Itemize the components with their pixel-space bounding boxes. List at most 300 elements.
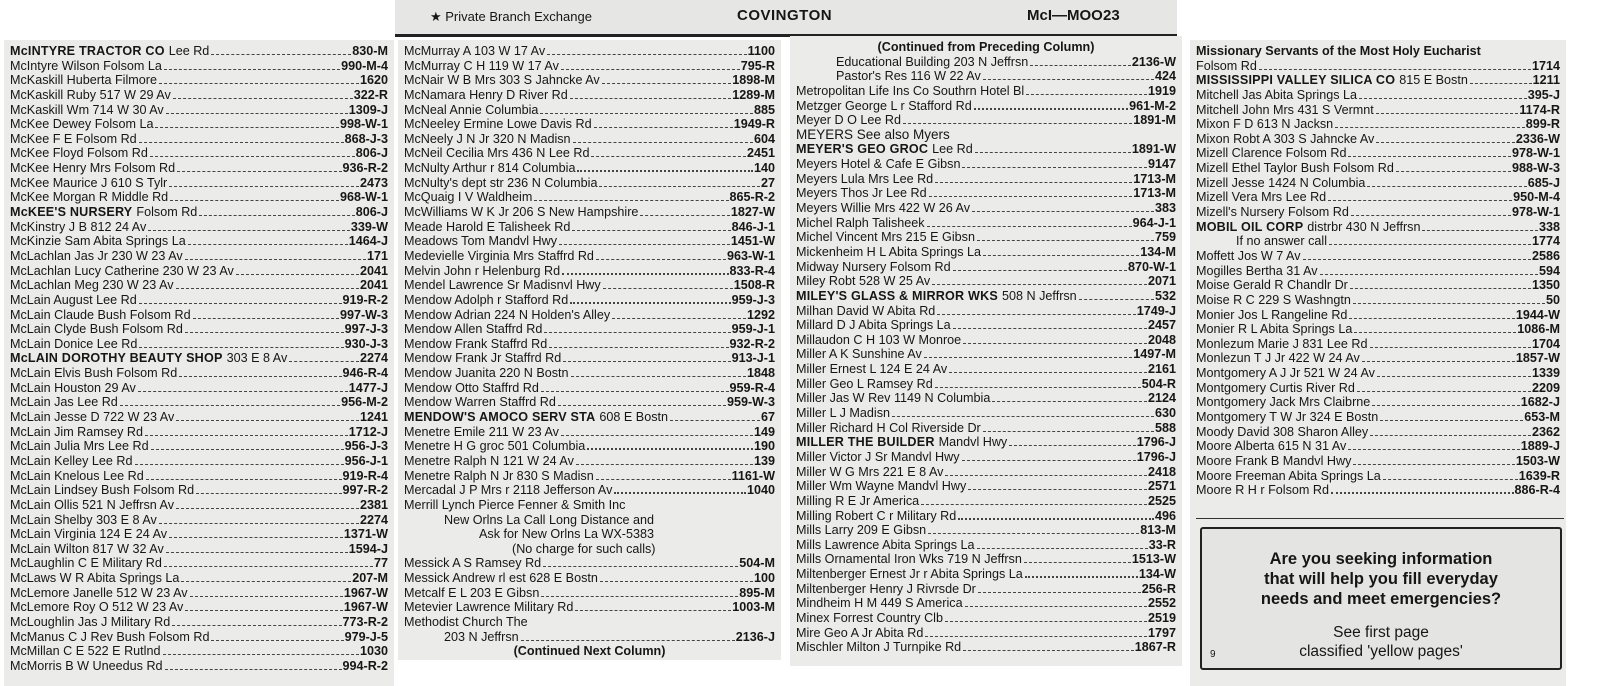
listing-text: Mendow Adolph r Stafford Rd [404, 292, 569, 307]
phone-number: 594 [1538, 263, 1560, 278]
listing-text: Medevielle Virginia Mrs Staffrd Rd [404, 248, 594, 263]
phone-number: 100 [753, 571, 775, 586]
listing-entry [1196, 146, 1560, 161]
phone-number: 773-R-2 [342, 614, 388, 629]
phone-number: 1513-W [1131, 552, 1176, 567]
listing-text: Mercadal J P Mrs r 2118 Jefferson Av [404, 483, 613, 498]
leader-line [1348, 156, 1510, 157]
listing-entry [10, 117, 388, 132]
listing-text: McNeal Annie Columbia [404, 102, 539, 117]
leader-line [892, 416, 1154, 417]
listing-entry [796, 84, 1176, 99]
listing-text: McKinstry J B 812 24 Av [10, 219, 147, 234]
phone-number: 532 [1154, 288, 1176, 303]
phone-number: 1714 [1531, 58, 1560, 73]
listing-entry [10, 425, 388, 440]
phone-number: 990-M-4 [341, 58, 388, 73]
listing-entry [796, 304, 1176, 319]
listing-entry [10, 513, 388, 528]
listing-entry [1196, 410, 1560, 425]
leader-line [169, 537, 343, 538]
listing-text: McLain Jas Lee Rd [10, 395, 118, 410]
phone-number: 956-J-1 [344, 453, 388, 468]
listing-text: McNeely J N Jr 320 N Madisn [404, 131, 571, 146]
phone-number: 653-M [1524, 410, 1560, 425]
leader-line [640, 215, 729, 216]
alpha-range: McI—MOO [1027, 7, 1103, 24]
phone-number: 322-R [353, 87, 388, 102]
listing-text: 815 E Bostn [1399, 73, 1468, 88]
phone-number: 868-J-3 [344, 131, 388, 146]
listing-text: 303 E 8 Av [226, 351, 288, 366]
phone-number: 190 [753, 439, 775, 454]
listing-entry [796, 142, 1176, 157]
leader-line [1259, 69, 1531, 70]
listing-text: McLain Virginia 124 E 24 Av [10, 527, 168, 542]
listing-entry [1196, 88, 1560, 103]
listing-entry [10, 190, 388, 205]
phone-number: 946-R-4 [342, 366, 388, 381]
listing-entry [404, 337, 775, 352]
listing-entry [10, 205, 388, 220]
phone-number: 1967-W [343, 600, 388, 615]
phone-number: 1508-R [733, 278, 775, 293]
leader-line [211, 640, 343, 641]
listing-entry [1196, 205, 1560, 220]
leader-line [164, 69, 340, 70]
listing-text: Mogilles Bertha 31 Av [1196, 263, 1318, 278]
listing-entry [796, 435, 1176, 450]
listing-entry [1196, 103, 1560, 118]
listing-entry [404, 103, 775, 118]
listing-entry [10, 586, 388, 601]
listing-text: Mills Ornamental Iron Wks 719 N Jeffrsn [796, 552, 1022, 567]
leader-line [953, 270, 1127, 271]
listing-entry [404, 410, 775, 425]
phone-number: 1713-M [1133, 171, 1176, 186]
phone-number: 424 [1154, 69, 1176, 84]
phone-number: 936-R-2 [342, 161, 388, 176]
listing-entry [1196, 234, 1560, 249]
phone-number: 870-W-1 [1127, 259, 1176, 274]
phone-number: 27 [760, 175, 775, 190]
leader-line [576, 464, 753, 465]
listing-entry [404, 190, 775, 205]
phone-number: 2451 [746, 146, 775, 161]
phone-number: 2362 [1531, 424, 1560, 439]
phone-number: 978-W-1 [1511, 146, 1560, 161]
listing-entry [1196, 73, 1560, 88]
phone-number: 956-J-3 [344, 439, 388, 454]
phone-number: 2136-W [1131, 54, 1176, 69]
listing-text: Mixon F D 613 N Jacksn [1196, 117, 1334, 132]
listing-entry [10, 73, 388, 88]
leader-line [587, 448, 753, 450]
phone-number: 959-R-4 [729, 380, 775, 395]
phone-number: 899-R [1525, 117, 1560, 132]
phone-number: 604 [753, 131, 775, 146]
listing-entry [404, 88, 775, 103]
listing-text: Montgomery Curtis River Rd [1196, 380, 1355, 395]
listing-entry [10, 322, 388, 337]
listing-entry [796, 40, 1176, 55]
leader-line [1422, 230, 1538, 231]
listing-text: McLain Kelley Lee Rd [10, 453, 133, 468]
listing-text: If no answer call [1236, 234, 1327, 249]
yellow-pages-ad [1200, 527, 1562, 670]
listing-text: McLachlan Lucy Catherine 230 W 23 Av [10, 263, 234, 278]
leader-line [670, 420, 760, 421]
phone-number: 2071 [1147, 274, 1176, 289]
listing-entry [796, 113, 1176, 128]
leader-line [924, 357, 1133, 358]
listing-entry [10, 264, 388, 279]
phone-number: 994-R-2 [342, 658, 388, 673]
leader-line [139, 303, 342, 304]
listing-entry [404, 293, 775, 308]
listing-entry [404, 439, 775, 454]
listing-entry [10, 88, 388, 103]
leader-line [1380, 420, 1523, 421]
listing-entry [796, 552, 1176, 567]
listing-entry [796, 406, 1176, 421]
leader-line [945, 475, 1147, 476]
leader-line [1348, 449, 1519, 450]
listing-text: McMurray A 103 W 17 Av [404, 44, 546, 58]
phone-number: 1174-R [1519, 102, 1560, 117]
listing-text: Miller Jas W Rev 1149 N Columbia [796, 391, 991, 406]
phone-number: 865-R-2 [729, 190, 775, 205]
phone-number: 997-W-3 [339, 307, 388, 322]
leader-line [570, 98, 732, 99]
leader-line [903, 123, 1132, 124]
listing-text: Metropolitan Life Ins Co Southrn Hotel Bl [796, 83, 1025, 98]
leader-line [146, 479, 342, 480]
phone-number: 1241 [359, 410, 388, 425]
leader-line [561, 435, 753, 436]
phone-number: 1292 [746, 307, 775, 322]
listing-text: 608 E Bostn [599, 410, 669, 425]
leader-line [1025, 576, 1138, 578]
phone-number: 806-J [355, 205, 388, 220]
listing-text: McLemore Janelle 512 W 23 Av [10, 585, 188, 600]
listing-text: Mizell Clarence Folsom Rd [1196, 146, 1347, 161]
leader-line [983, 255, 1139, 256]
listing-text: McLain Knelous Lee Rd [10, 468, 144, 483]
listing-text: Meyers Willie Mrs 422 W 26 Av [796, 201, 971, 216]
phone-number: 795-R [740, 58, 775, 73]
leader-line [1370, 347, 1531, 348]
listing-text: Metcalf E L 203 E Gibsn [404, 585, 540, 600]
listing-text: Ask for New Orlns La WX-5383 [479, 527, 654, 542]
listing-text: Mills Larry 209 E Gibsn [796, 523, 927, 538]
leader-line [148, 230, 350, 231]
listing-entry [404, 117, 775, 132]
leader-line [563, 361, 730, 362]
listing-text: Meadows Tom Mandvl Hwy [404, 234, 558, 249]
leader-line [145, 435, 348, 436]
listing-text: Mindheim H M 449 S America [796, 596, 963, 611]
listing-text: Moore Alberta 615 N 31 Av [1196, 439, 1347, 454]
phone-number: 139 [753, 453, 775, 468]
listing-text: Mixon Robt A 303 S Jahncke Av [1196, 131, 1375, 146]
leader-line [963, 650, 1134, 651]
phone-number: 383 [1154, 201, 1176, 216]
leader-line [543, 566, 738, 567]
leader-line [977, 240, 1154, 241]
phone-number: 1713-M [1133, 186, 1176, 201]
phone-number: 1030 [359, 644, 388, 659]
leader-line [596, 479, 731, 480]
leader-line [164, 566, 373, 567]
leader-line [570, 302, 730, 304]
listing-text: (Continued from Preceding Column) [877, 40, 1095, 54]
phone-number: 1797 [1147, 625, 1176, 640]
leader-line [561, 69, 740, 70]
phone-number: 2124 [1147, 391, 1176, 406]
phone-number: 813-M [1140, 523, 1176, 538]
phone-number: 338 [1538, 219, 1560, 234]
leader-line [139, 347, 343, 348]
ad-line: classified 'yellow pages' [1299, 643, 1463, 660]
listing-entry [796, 421, 1176, 436]
listing-text: Menetre Ralph N 121 W 24 Av [404, 453, 574, 468]
listing-entry [10, 308, 388, 323]
listing-text: McKee Maurice J 610 S Tylr [10, 175, 168, 190]
listing-text: Folsom Rd [1196, 58, 1257, 73]
listing-entry [1196, 249, 1560, 264]
listing-text: Mischler Milton J Turnpike Rd [796, 640, 962, 655]
listing-text: McLain Elvis Bush Folsom Rd [10, 366, 178, 381]
listing-entry [10, 381, 388, 396]
listing-entry [1196, 454, 1560, 469]
listing-entry [796, 479, 1176, 494]
phone-number: 1503-W [1515, 453, 1560, 468]
leader-line [965, 606, 1147, 607]
listing-entry [796, 230, 1176, 245]
leader-line [591, 156, 745, 157]
listing-text: Merrill Lynch Pierce Fenner & Smith Inc [404, 497, 626, 512]
phone-number: 1339 [1531, 366, 1560, 381]
listing-text: 508 N Jeffrsn [1002, 288, 1077, 303]
listing-entry [10, 293, 388, 308]
listing-entry [404, 586, 775, 601]
phone-number: 395-J [1527, 87, 1560, 102]
listing-entry [10, 59, 388, 74]
business-name: McLAIN DOROTHY BEAUTY SHOP [10, 351, 223, 366]
leader-line [962, 167, 1146, 168]
listing-entry [1196, 59, 1560, 74]
leader-line [166, 552, 348, 553]
phone-number: 998-W-1 [339, 117, 388, 132]
leader-line [1359, 98, 1527, 99]
leader-line [1328, 200, 1512, 201]
leader-line [1362, 361, 1515, 362]
listing-entry [404, 132, 775, 147]
phone-number: 1289-M [732, 87, 775, 102]
page-number: 23 [1103, 7, 1120, 24]
listing-entry [10, 498, 388, 513]
listing-text: McQuaig I V Waldheim [404, 190, 533, 205]
listing-text: Folsom Rd [136, 205, 198, 220]
leader-line [169, 186, 359, 187]
listing-text: Miller A K Sunshine Av [796, 347, 922, 362]
listing-entry [404, 161, 775, 176]
business-name: MILLER THE BUILDER [796, 435, 935, 450]
phone-number: 963-W-1 [726, 248, 775, 263]
phone-number: 2519 [1147, 610, 1176, 625]
leader-line [983, 79, 1154, 80]
leader-line [977, 548, 1148, 549]
leader-line [573, 142, 753, 143]
phone-number: 885 [753, 102, 775, 117]
listing-text: Miller Richard H Col Riverside Dr [796, 420, 981, 435]
leader-line [1320, 274, 1538, 275]
leader-line [614, 492, 746, 494]
listing-entry [1196, 44, 1560, 59]
leader-line [945, 621, 1147, 622]
leader-line [181, 581, 351, 582]
listing-entry [796, 362, 1176, 377]
phone-number: 2136-J [735, 629, 775, 644]
listing-text: McLain Shelby 303 E 8 Av [10, 512, 157, 527]
listing-entry [10, 630, 388, 645]
phone-number: 950-M-4 [1513, 190, 1560, 205]
phone-number: 77 [373, 556, 388, 571]
leader-line [120, 405, 340, 406]
leader-line [159, 523, 359, 524]
leader-line [932, 284, 1147, 285]
leader-line [1396, 171, 1511, 172]
listing-text: McNeeley Ermine Lowe Davis Rd [404, 117, 592, 132]
listing-entry [10, 571, 388, 586]
phone-number: 1774 [1531, 234, 1560, 249]
leader-line [928, 533, 1139, 534]
listing-text: 203 N Jeffrsn [444, 629, 519, 644]
listing-text: McWilliams W K Jr 206 S New Hampshire [404, 205, 639, 220]
leader-line [992, 401, 1147, 402]
listing-text: Miller W G Mrs 221 E 8 Av [796, 464, 944, 479]
phone-number: 978-W-1 [1511, 205, 1560, 220]
listing-entry [404, 44, 775, 59]
listing-text: MEYERS See also Myers [796, 126, 950, 142]
business-name: MILEY'S GLASS & MIRROR WKS [796, 288, 999, 303]
phone-number: 1712-J [348, 424, 388, 439]
listing-text: Miltenberger Henry J Rivrsde Dr [796, 581, 976, 596]
phone-number: 2041 [359, 278, 388, 293]
listing-text: Mire Geo A Jr Abita Rd [796, 625, 924, 640]
leader-line [1470, 83, 1532, 84]
listing-text: Mendow Warren Staffrd Rd [404, 395, 556, 410]
business-name: MISSISSIPPI VALLEY SILICA CO [1196, 73, 1396, 88]
listing-entry [10, 542, 388, 557]
listing-text: Mizell's Nursery Folsom Rd [1196, 205, 1349, 220]
listing-entry [1196, 381, 1560, 396]
leader-line [1331, 492, 1514, 494]
listing-text: Miley Robt 528 W 25 Av [796, 274, 931, 289]
leader-line [1376, 142, 1515, 143]
listing-text: Miltenberger Ernest Jr r Abita Springs La [796, 567, 1023, 582]
leader-line [612, 318, 746, 319]
phone-number: 959-J-3 [731, 292, 775, 307]
leader-line [1357, 391, 1531, 392]
listing-entry [1196, 439, 1560, 454]
listing-entry [10, 234, 388, 249]
leader-line [602, 83, 732, 84]
listing-text: Mendow Allen Staffrd Rd [404, 322, 543, 337]
phone-number: 2418 [1147, 464, 1176, 479]
phone-number: 140 [753, 161, 775, 176]
listing-entry [10, 161, 388, 176]
leader-line [165, 669, 342, 670]
listing-entry [10, 176, 388, 191]
phone-number: 1371-W [343, 527, 388, 542]
leader-line [921, 504, 1147, 505]
listing-entry [404, 220, 775, 235]
listing-entry [404, 73, 775, 88]
listing-text: McLaws W R Abita Springs La [10, 571, 180, 586]
listing-text: Lee Rd [168, 44, 210, 58]
listing-text: Mizell Ethel Taylor Bush Folsom Rd [1196, 161, 1394, 176]
pbx-note: ★ Private Branch Exchange [430, 9, 592, 24]
leader-line [1353, 303, 1545, 304]
phone-number: 2571 [1147, 479, 1176, 494]
listing-text: Michel Vincent Mrs 215 E Gibsn [796, 230, 975, 245]
listing-text: Mendow Juanita 220 N Bostn [404, 366, 569, 381]
leader-line [138, 391, 348, 392]
listing-entry [796, 274, 1176, 289]
leader-line [1335, 127, 1525, 128]
listing-entry [404, 381, 775, 396]
listing-entry [10, 278, 388, 293]
leader-line [1024, 562, 1131, 563]
leader-line [544, 332, 730, 333]
leader-line [541, 596, 738, 597]
listing-text: Meyers Thos Jr Lee Rd [796, 186, 927, 201]
listing-entry [404, 395, 775, 410]
phone-number: 1161-W [731, 468, 775, 483]
leader-line [1079, 299, 1154, 300]
leader-line [541, 391, 729, 392]
listing-entry [404, 513, 775, 528]
phone-number: 1682-J [1520, 395, 1560, 410]
listing-entry [796, 201, 1176, 216]
listing-entry [10, 454, 388, 469]
leader-line [540, 113, 753, 114]
listing-entry [796, 245, 1176, 260]
phone-number: 1889-J [1520, 439, 1560, 454]
leader-line [199, 215, 354, 216]
listing-entry [404, 542, 775, 557]
listing-text: Montgomery A J Jr 521 W 24 Av [1196, 366, 1375, 381]
listing-text: McLain Donice Lee Rd [10, 336, 138, 351]
phone-number: 919-R-2 [342, 292, 388, 307]
listing-entry [10, 600, 388, 615]
listing-text: Missionary Servants of the Most Holy Eucharist [1196, 44, 1481, 58]
listing-entry [1196, 483, 1560, 498]
listing-text: Montgomery Jack Mrs Claibrne [1196, 395, 1371, 410]
listing-text: McLachlan Meg 230 W 23 Av [10, 278, 174, 293]
listing-text: Lee Rd [932, 142, 973, 157]
listing-entry [404, 615, 775, 630]
ad-answer [1202, 623, 1560, 661]
leader-line [1026, 94, 1147, 95]
leader-line [968, 489, 1147, 490]
listing-text: Mendel Lawrence Sr Madisnvl Hwy [404, 278, 601, 293]
listing-text: Menetre Ralph N Jr 830 S Madisn [404, 468, 594, 483]
leader-line [949, 372, 1147, 373]
listing-text: Mendow Adrian 224 N Holden's Alley [404, 307, 611, 322]
